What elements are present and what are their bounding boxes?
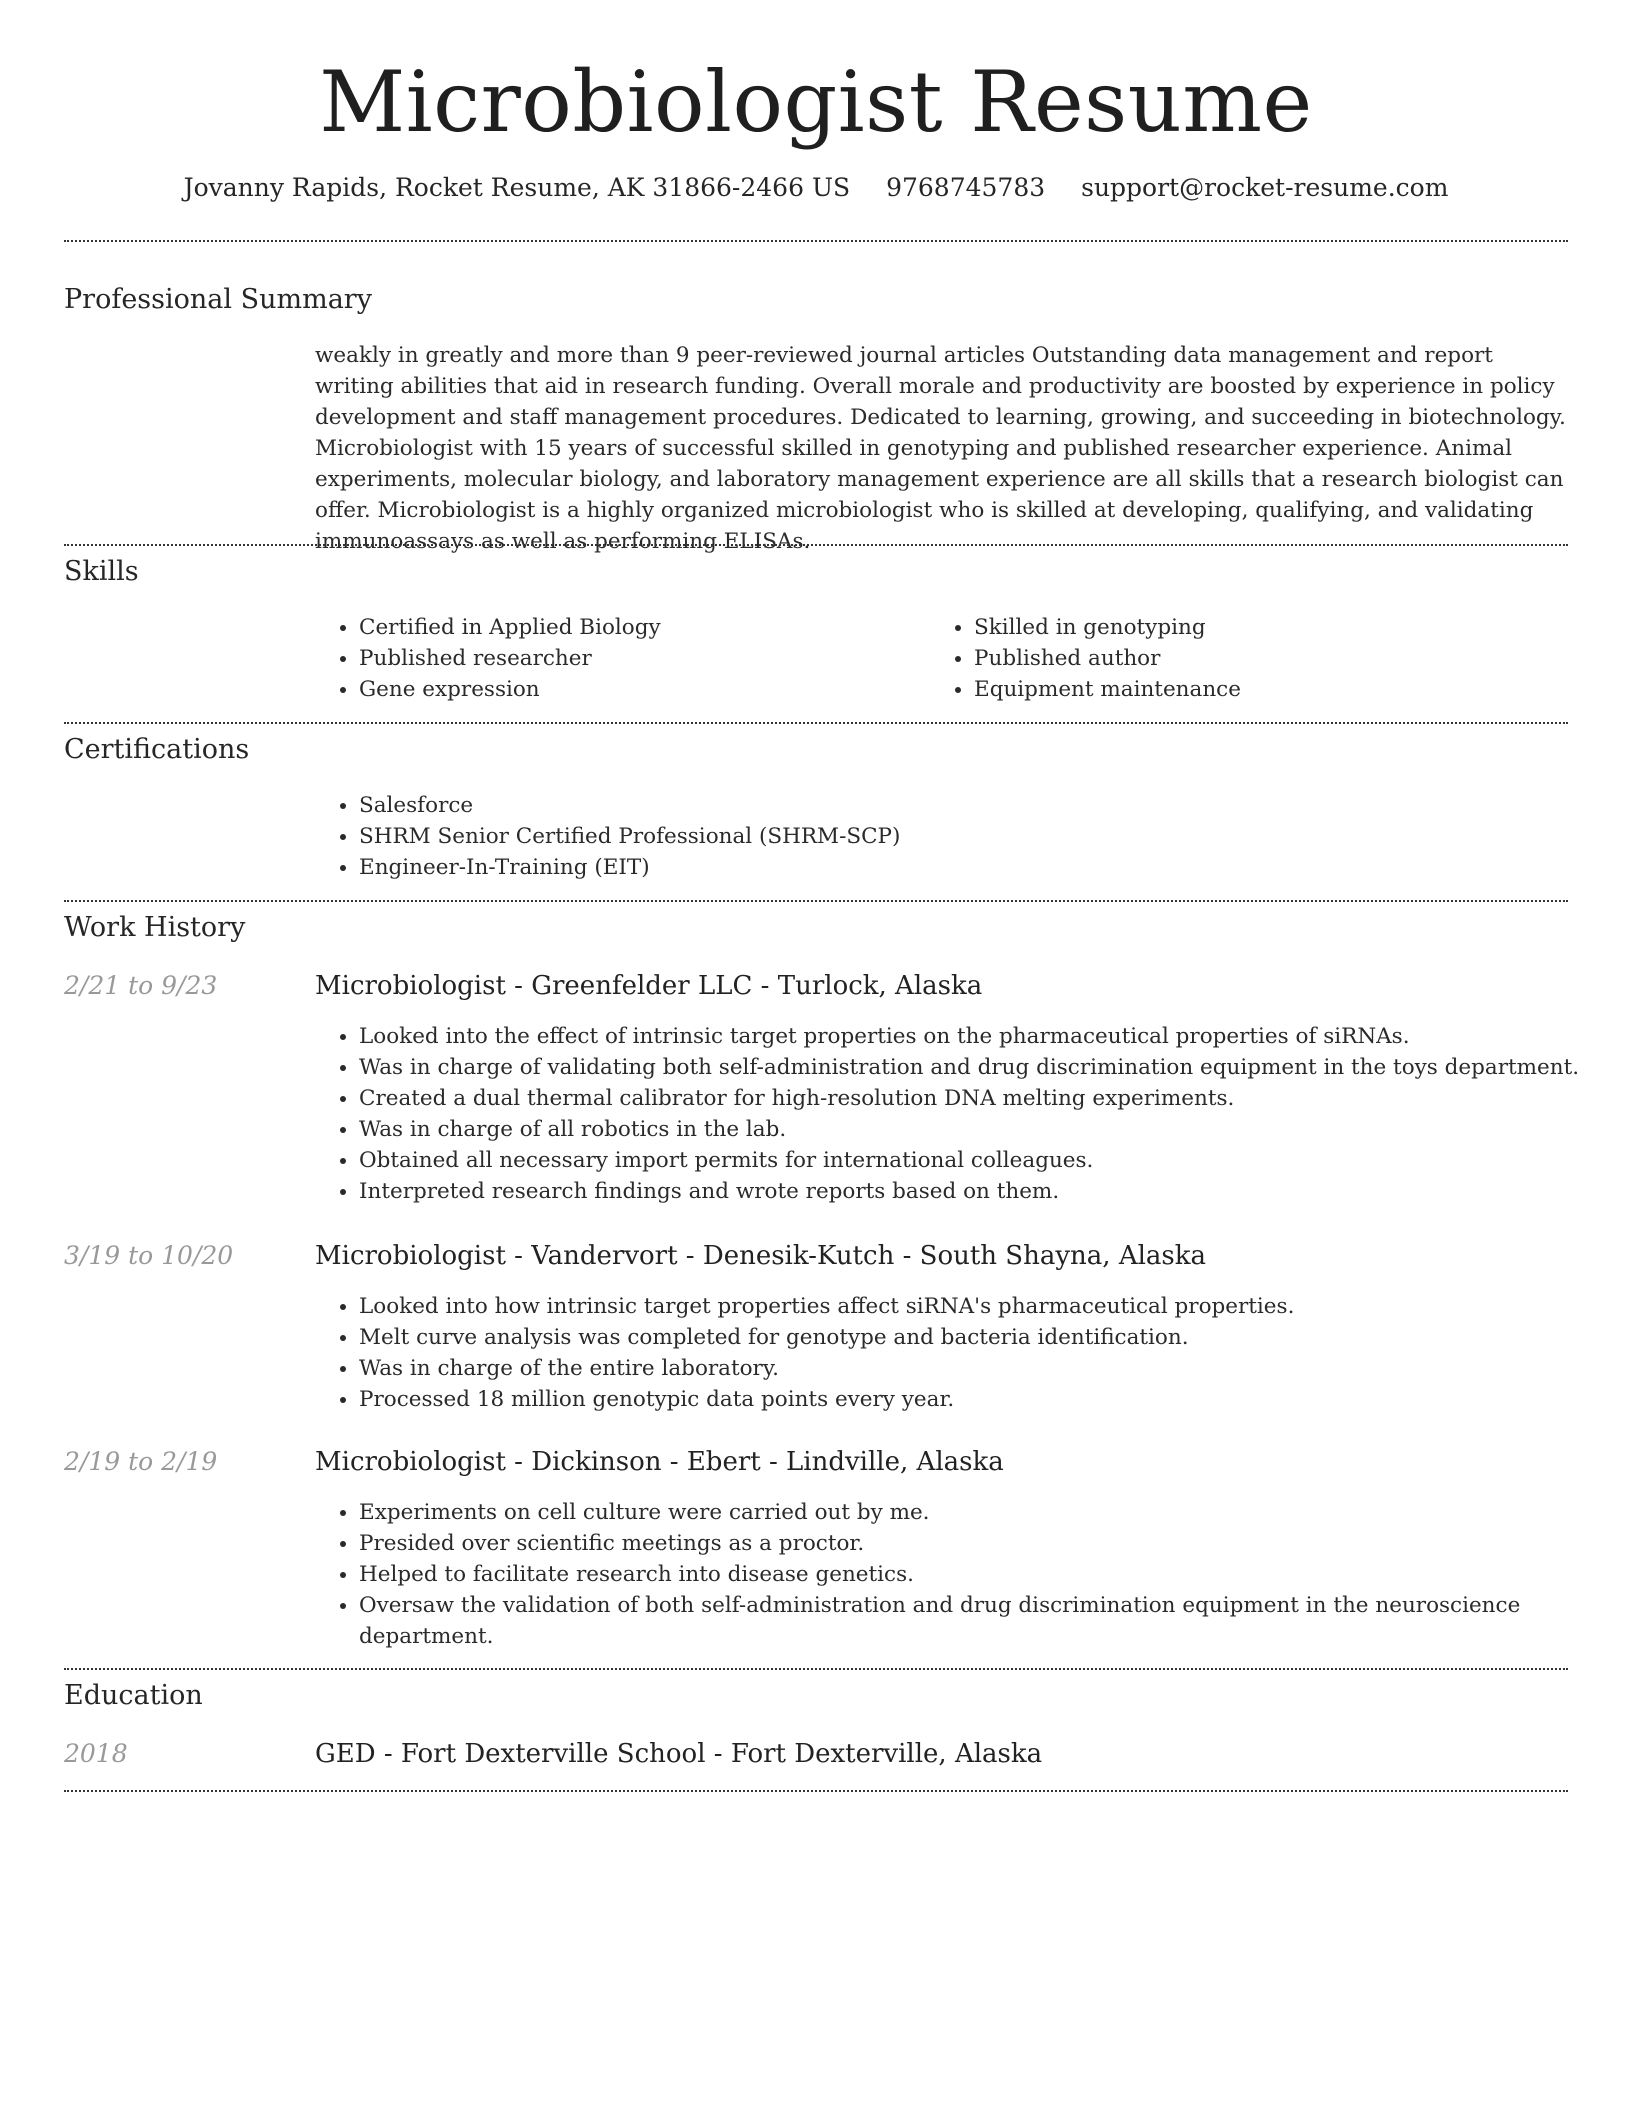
education-entry: GED - Fort Dexterville School - Fort Dexterville, Alaska bbox=[315, 1739, 1043, 1769]
job-bullet: • Processed 18 million genotypic data points every year. bbox=[359, 1384, 1612, 1415]
job-bullet: • Experiments on cell culture were carried out by me. bbox=[359, 1497, 1612, 1528]
resume-title: Microbiologist Resume bbox=[319, 53, 1313, 151]
job-bullet: • Looked into how intrinsic target properties affect siRNA's pharmaceutical properties. bbox=[359, 1291, 1612, 1322]
divider bbox=[64, 900, 1568, 902]
contact-email: support@rocket-resume.com bbox=[1081, 173, 1449, 202]
certifications-heading: Certifications bbox=[64, 734, 250, 765]
job-bullets bbox=[315, 1021, 1612, 1207]
education-year: 2018 bbox=[64, 1739, 128, 1768]
contact-line bbox=[64, 170, 1568, 206]
job-bullet: • Oversaw the validation of both self-administration and drug discrimination equipment in the neuroscience department. bbox=[359, 1590, 1612, 1652]
certifications-list bbox=[315, 790, 1559, 883]
job-title: Microbiologist - Greenfelder LLC - Turlock, Alaska bbox=[315, 971, 983, 1001]
summary-text: weakly in greatly and more than 9 peer-reviewed journal articles Outstanding data management and report writing abilities that aid in research funding. Overall morale and productivity are boosted by experience in policy development and staff management procedures. Dedicated to learning, growing, and succeeding in biotechnology. Microbiologist with 15 years of successful skilled in genotyping and published researcher experience. Animal experiments, molecular biology, and laboratory management experience are all skills that a research biologist can offer. Microbiologist is a highly organized microbiologist who is skilled at developing, qualifying, and validating immunoassays as well as performing ELISAs. bbox=[315, 343, 1566, 554]
certification-item: • SHRM Senior Certified Professional (SHRM-SCP) bbox=[359, 821, 1559, 852]
skills-heading: Skills bbox=[64, 556, 139, 587]
skill-item: • Published author bbox=[974, 643, 1574, 674]
job-bullets bbox=[315, 1497, 1612, 1652]
divider bbox=[64, 722, 1568, 724]
education-heading: Education bbox=[64, 1680, 203, 1711]
divider bbox=[64, 544, 1568, 546]
job-bullet: • Was in charge of the entire laboratory. bbox=[359, 1353, 1612, 1384]
job-bullet: • Looked into the effect of intrinsic target properties on the pharmaceutical properties of siRNAs. bbox=[359, 1021, 1612, 1052]
job-bullets bbox=[315, 1291, 1612, 1415]
skill-item: • Gene expression bbox=[359, 674, 919, 705]
skill-item: • Certified in Applied Biology bbox=[359, 612, 919, 643]
job-dates: 3/19 to 10/20 bbox=[64, 1241, 234, 1270]
certification-item: • Salesforce bbox=[359, 790, 1559, 821]
job-bullet: • Was in charge of validating both self-administration and drug discrimination equipment in the toys department. bbox=[359, 1052, 1612, 1083]
job-bullet: • Created a dual thermal calibrator for high-resolution DNA melting experiments. bbox=[359, 1083, 1612, 1114]
skills-list-left bbox=[315, 612, 919, 705]
job-dates: 2/21 to 9/23 bbox=[64, 971, 218, 1000]
job-bullet: • Melt curve analysis was completed for genotype and bacteria identification. bbox=[359, 1322, 1612, 1353]
job-bullet: • Was in charge of all robotics in the lab. bbox=[359, 1114, 1612, 1145]
job-bullet: • Interpreted research findings and wrote reports based on them. bbox=[359, 1176, 1612, 1207]
job-title: Microbiologist - Vandervort - Denesik-Kutch - South Shayna, Alaska bbox=[315, 1241, 1207, 1271]
divider bbox=[64, 1668, 1568, 1670]
job-bullet: • Presided over scientific meetings as a proctor. bbox=[359, 1528, 1612, 1559]
summary-heading: Professional Summary bbox=[64, 284, 372, 315]
job-dates: 2/19 to 2/19 bbox=[64, 1447, 218, 1476]
skill-item: • Skilled in genotyping bbox=[974, 612, 1574, 643]
skill-item: • Equipment maintenance bbox=[974, 674, 1574, 705]
contact-phone: 9768745783 bbox=[886, 173, 1046, 202]
job-bullet: • Obtained all necessary import permits for international colleagues. bbox=[359, 1145, 1612, 1176]
job-bullet: • Helped to facilitate research into disease genetics. bbox=[359, 1559, 1612, 1590]
divider bbox=[64, 1790, 1568, 1792]
skills-list-right bbox=[930, 612, 1574, 705]
work-history-heading: Work History bbox=[64, 912, 246, 943]
skill-item: • Published researcher bbox=[359, 643, 919, 674]
divider bbox=[64, 240, 1568, 242]
contact-address: Jovanny Rapids, Rocket Resume, AK 31866-2466 US bbox=[183, 173, 851, 202]
certification-item: • Engineer-In-Training (EIT) bbox=[359, 852, 1559, 883]
job-title: Microbiologist - Dickinson - Ebert - Lindville, Alaska bbox=[315, 1447, 1004, 1477]
